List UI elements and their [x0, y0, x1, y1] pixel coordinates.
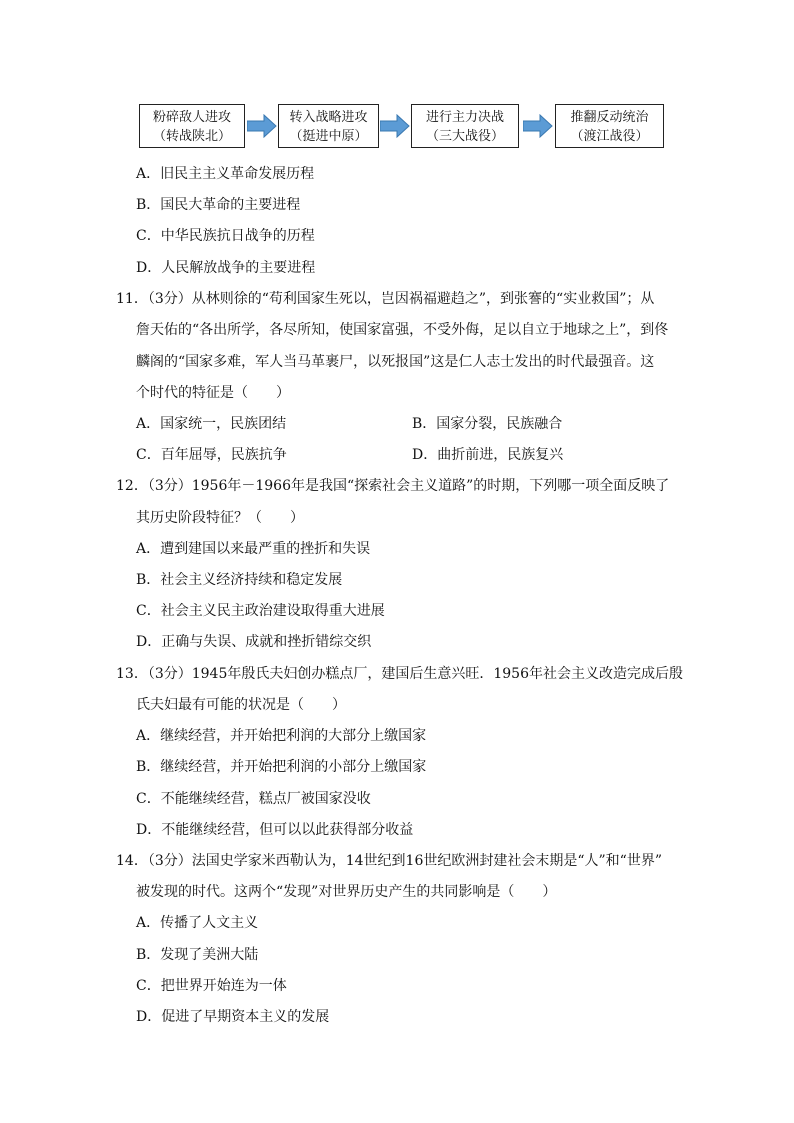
flow-step-4	[555, 104, 664, 148]
flow-step-title: 进行主力决战	[425, 110, 504, 125]
right-arrow-icon	[247, 114, 277, 138]
q14-option-d: D．促进了早期资本主义的发展	[136, 1009, 330, 1025]
q10-option-a: A．旧民主主义革命发展历程	[136, 166, 315, 182]
q10-option-b: B．国民大革命的主要进程	[136, 197, 301, 213]
q11-option-d: D．曲折前进，民族复兴	[412, 447, 564, 463]
flow-step-sub: （转战陕北）	[152, 129, 231, 144]
q11-option-a: A．国家统一，民族团结	[136, 416, 287, 432]
flow-step-title: 粉碎敌人进攻	[152, 110, 231, 125]
q13-option-c: C．不能继续经营，糕点厂被国家没收	[136, 791, 371, 807]
q11-stem-line: 詹天佑的“各出所学，各尽所知，使国家富强，不受外侮，足以自立于地球之上”，到佟	[136, 322, 669, 338]
q14-stem-line: 被发现的时代。这两个“发现”对世界历史产生的共同影响是（ ）	[136, 884, 557, 900]
q13-option-b: B．继续经营，并开始把利润的小部分上缴国家	[136, 759, 427, 775]
q13-option-d: D．不能继续经营，但可以以此获得部分收益	[136, 822, 414, 838]
flow-step-title: 转入战略进攻	[289, 110, 368, 125]
q11-option-b: B．国家分裂，民族融合	[412, 416, 563, 432]
flow-step-3	[411, 104, 519, 148]
flow-step-title: 推翻反动统治	[570, 110, 649, 125]
q14-option-a: A．传播了人文主义	[136, 915, 259, 931]
q14-stem-line: 14．（3分）法国史学家米西勒认为，14世纪到16世纪欧洲封建社会末期是“人”和“世界”	[116, 853, 662, 869]
q11-stem-line: 麟阁的“国家多难，军人当马革裹尸，以死报国”这是仁人志士发出的时代最强音。这	[136, 354, 655, 370]
q10-option-d: D．人民解放战争的主要进程	[136, 260, 316, 276]
q12-option-b: B．社会主义经济持续和稳定发展	[136, 572, 343, 588]
q12-option-c: C．社会主义民主政治建设取得重大进展	[136, 603, 385, 619]
flow-step-sub: （渡江战役）	[570, 129, 649, 144]
q13-option-a: A．继续经营，并开始把利润的大部分上缴国家	[136, 728, 427, 744]
flow-step-sub: （三大战役）	[425, 129, 504, 144]
q10-option-c: C．中华民族抗日战争的历程	[136, 228, 315, 244]
q12-option-a: A．遭到建国以来最严重的挫折和失误	[136, 541, 371, 557]
q11-option-c: C．百年屈辱，民族抗争	[136, 447, 287, 463]
q14-option-b: B．发现了美洲大陆	[136, 947, 259, 963]
flow-step-2	[278, 104, 379, 148]
flow-step-sub: （挺进中原）	[289, 129, 368, 144]
q12-stem-line: 其历史阶段特征？（ ）	[136, 510, 304, 526]
right-arrow-icon	[380, 114, 410, 138]
right-arrow-icon	[523, 114, 553, 138]
flow-step-1	[139, 104, 245, 148]
flowchart	[0, 102, 794, 154]
q14-option-c: C．把世界开始连为一体	[136, 978, 287, 994]
q11-stem-line: 个时代的特征是（ ）	[136, 385, 290, 401]
q13-stem-line: 氏夫妇最有可能的状况是（ ）	[136, 697, 346, 713]
q13-stem-line: 13．（3分）1945年殷氏夫妇创办糕点厂，建国后生意兴旺．1956年社会主义改造完成后殷	[116, 666, 683, 682]
q12-stem-line: 12．（3分）1956年－1966年是我国“探索社会主义道路”的时期，下列哪一项全面反映了	[116, 478, 670, 494]
q12-option-d: D．正确与失误、成就和挫折错综交织	[136, 634, 372, 650]
q11-stem-line: 11．（3分）从林则徐的“苟利国家生死以，岂因祸福避趋之”，到张謇的“实业救国”；从	[116, 291, 655, 307]
